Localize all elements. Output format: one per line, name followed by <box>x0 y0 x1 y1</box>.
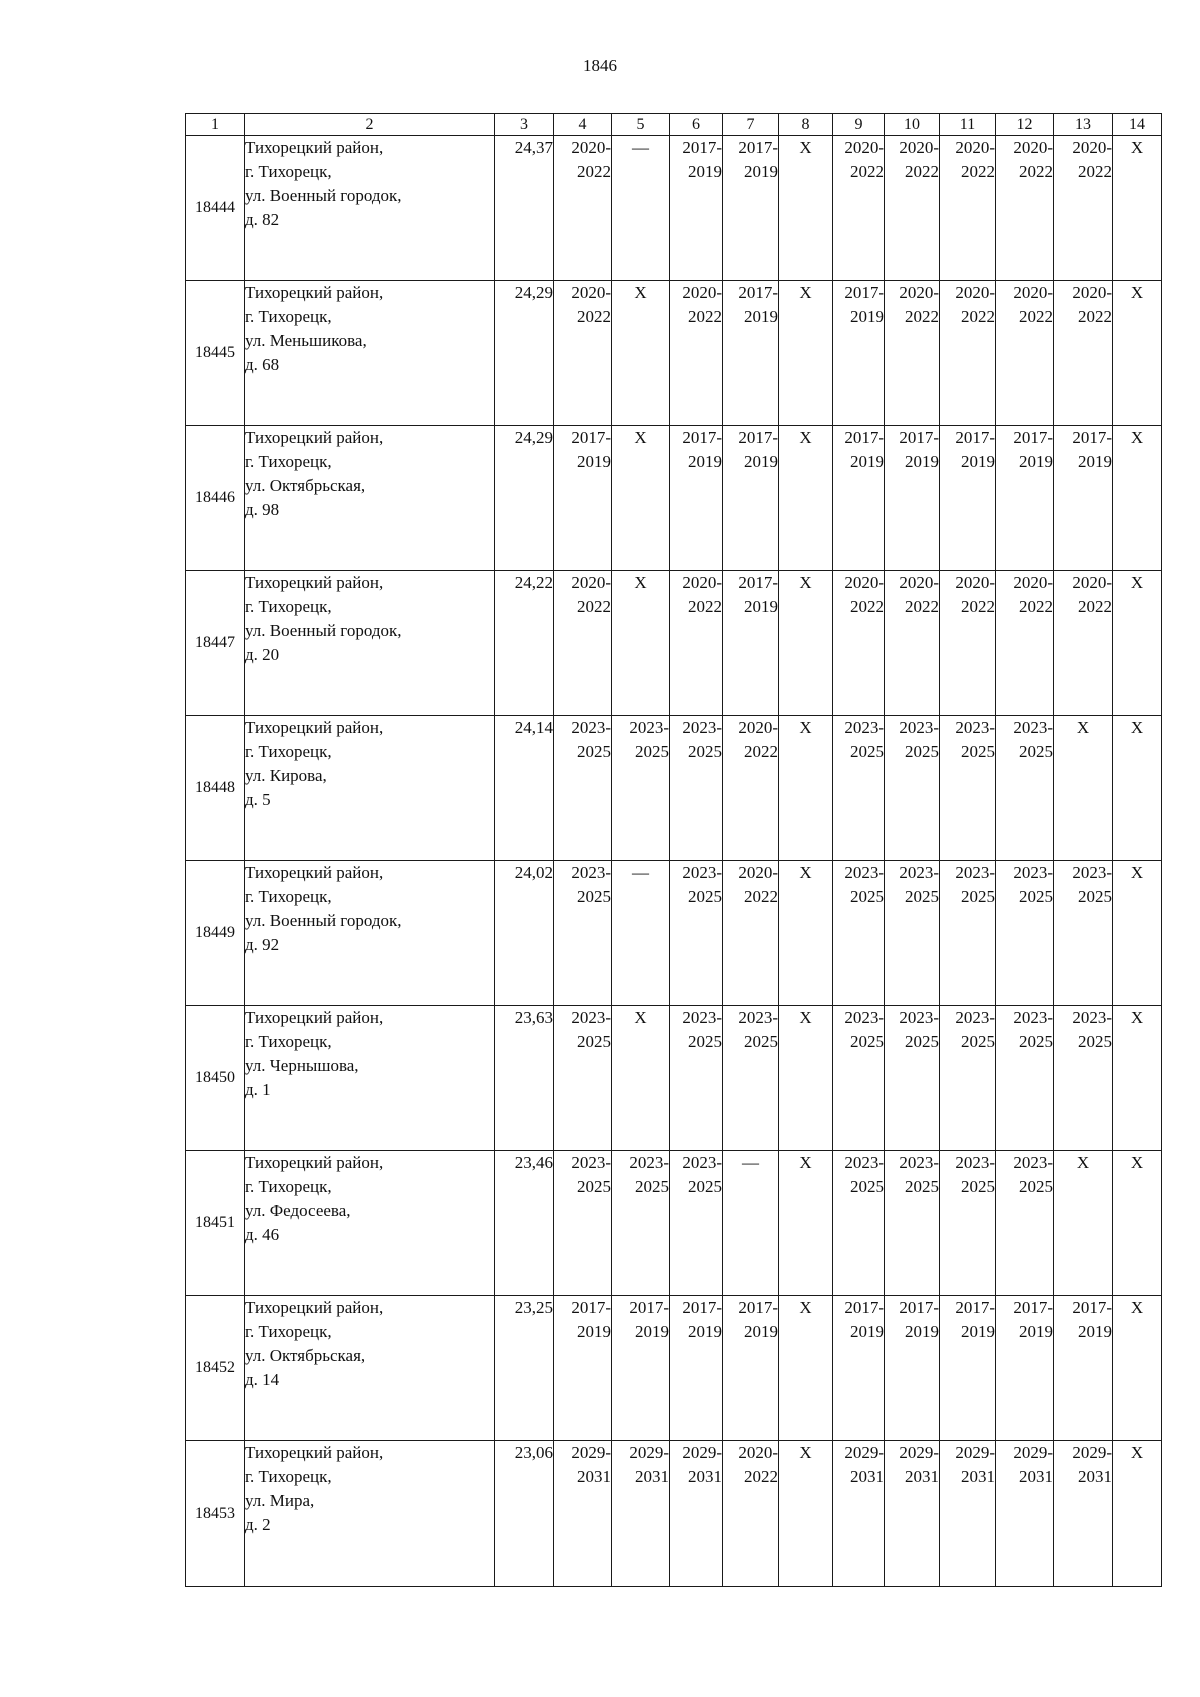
address-line: ул. Военный городок, <box>245 186 402 205</box>
record-number: 18452 <box>186 1296 245 1441</box>
period-cell: 2023- 2025 <box>612 716 670 861</box>
period-cell: 2020- 2022 <box>554 281 612 426</box>
period-cell: 2017- 2019 <box>723 426 779 571</box>
address-line: Тихорецкий район, <box>245 1443 384 1462</box>
period-cell: 2023- 2025 <box>612 1151 670 1296</box>
address-cell <box>245 426 495 571</box>
period-cell: 2017- 2019 <box>670 426 723 571</box>
address-cell <box>245 1006 495 1151</box>
column-header: 5 <box>612 114 670 136</box>
address-line: ул. Федосеева, <box>245 1201 351 1220</box>
period-cell: X <box>779 861 833 1006</box>
period-cell: X <box>779 571 833 716</box>
period-cell: 2017- 2019 <box>612 1296 670 1441</box>
address-line: Тихорецкий район, <box>245 138 384 157</box>
period-cell: 2020- 2022 <box>940 281 996 426</box>
address-line: г. Тихорецк, <box>245 1467 332 1486</box>
table-row <box>186 1151 1162 1296</box>
period-cell: 2020- 2022 <box>996 281 1054 426</box>
period-cell: 2023- 2025 <box>885 716 940 861</box>
period-cell: X <box>1113 716 1162 861</box>
address-line: г. Тихорецк, <box>245 742 332 761</box>
column-header: 1 <box>186 114 245 136</box>
area-cell: 23,46 <box>495 1151 554 1296</box>
period-cell: X <box>1113 861 1162 1006</box>
period-cell: 2020- 2022 <box>723 1441 779 1587</box>
period-cell: 2023- 2025 <box>833 861 885 1006</box>
period-cell: 2017- 2019 <box>833 1296 885 1441</box>
period-cell: — <box>612 861 670 1006</box>
period-cell: 2023- 2025 <box>554 861 612 1006</box>
period-cell: 2023- 2025 <box>670 1006 723 1151</box>
address-cell <box>245 136 495 281</box>
address-line: ул. Октябрьская, <box>245 1346 366 1365</box>
area-cell: 23,25 <box>495 1296 554 1441</box>
area-cell: 24,22 <box>495 571 554 716</box>
period-cell: X <box>1113 1441 1162 1587</box>
address-line: Тихорецкий район, <box>245 283 384 302</box>
address-line: Тихорецкий район, <box>245 863 384 882</box>
period-cell: X <box>779 426 833 571</box>
period-cell: 2029- 2031 <box>670 1441 723 1587</box>
period-cell: 2023- 2025 <box>833 1006 885 1151</box>
period-cell: X <box>779 136 833 281</box>
period-cell: 2017- 2019 <box>940 426 996 571</box>
address-cell <box>245 281 495 426</box>
address-cell <box>245 571 495 716</box>
address-line: ул. Военный городок, <box>245 621 402 640</box>
column-header: 13 <box>1054 114 1113 136</box>
period-cell: X <box>1113 571 1162 716</box>
address-line: г. Тихорецк, <box>245 1032 332 1051</box>
period-cell: 2020- 2022 <box>554 571 612 716</box>
record-number: 18450 <box>186 1006 245 1151</box>
table-row <box>186 1296 1162 1441</box>
area-cell: 24,02 <box>495 861 554 1006</box>
period-cell: X <box>779 1006 833 1151</box>
address-line: ул. Октябрьская, <box>245 476 366 495</box>
address-line: д. 98 <box>245 500 280 519</box>
record-number: 18451 <box>186 1151 245 1296</box>
column-header: 14 <box>1113 114 1162 136</box>
period-cell: X <box>612 571 670 716</box>
period-cell: 2023- 2025 <box>940 1006 996 1151</box>
period-cell: 2017- 2019 <box>833 281 885 426</box>
record-number: 18449 <box>186 861 245 1006</box>
column-header: 9 <box>833 114 885 136</box>
address-line: г. Тихорецк, <box>245 597 332 616</box>
period-cell: 2020- 2022 <box>1054 281 1113 426</box>
column-header: 11 <box>940 114 996 136</box>
period-cell: X <box>779 281 833 426</box>
period-cell: 2017- 2019 <box>1054 426 1113 571</box>
period-cell: 2020- 2022 <box>885 281 940 426</box>
period-cell: 2023- 2025 <box>833 716 885 861</box>
address-line: д. 68 <box>245 355 280 374</box>
address-cell <box>245 1151 495 1296</box>
address-line: г. Тихорецк, <box>245 162 332 181</box>
period-cell: 2020- 2022 <box>723 861 779 1006</box>
period-cell: X <box>779 1296 833 1441</box>
period-cell: X <box>1113 136 1162 281</box>
record-number: 18444 <box>186 136 245 281</box>
period-cell: 2029- 2031 <box>833 1441 885 1587</box>
period-cell: X <box>1054 716 1113 861</box>
period-cell: X <box>779 716 833 861</box>
address-line: Тихорецкий район, <box>245 718 384 737</box>
period-cell: 2017- 2019 <box>554 1296 612 1441</box>
period-cell: 2023- 2025 <box>996 1006 1054 1151</box>
period-cell: 2029- 2031 <box>1054 1441 1113 1587</box>
period-cell: 2023- 2025 <box>940 716 996 861</box>
area-cell: 24,37 <box>495 136 554 281</box>
address-line: д. 14 <box>245 1370 280 1389</box>
area-cell: 24,29 <box>495 426 554 571</box>
period-cell: 2023- 2025 <box>996 861 1054 1006</box>
address-line: ул. Кирова, <box>245 766 327 785</box>
period-cell: 2020- 2022 <box>1054 136 1113 281</box>
address-line: ул. Меньшикова, <box>245 331 367 350</box>
address-line: г. Тихорецк, <box>245 887 332 906</box>
address-cell <box>245 716 495 861</box>
column-header: 3 <box>495 114 554 136</box>
period-cell: 2020- 2022 <box>996 136 1054 281</box>
period-cell: 2017- 2019 <box>723 1296 779 1441</box>
address-cell <box>245 861 495 1006</box>
period-cell: 2017- 2019 <box>723 136 779 281</box>
period-cell: 2017- 2019 <box>723 571 779 716</box>
address-line: Тихорецкий район, <box>245 1008 384 1027</box>
address-line: г. Тихорецк, <box>245 1177 332 1196</box>
period-cell: 2023- 2025 <box>885 1151 940 1296</box>
area-cell: 24,29 <box>495 281 554 426</box>
address-line: Тихорецкий район, <box>245 1153 384 1172</box>
table-row <box>186 861 1162 1006</box>
period-cell: 2020- 2022 <box>885 571 940 716</box>
period-cell: — <box>612 136 670 281</box>
period-cell: 2017- 2019 <box>554 426 612 571</box>
address-line: Тихорецкий район, <box>245 1298 384 1317</box>
period-cell: 2029- 2031 <box>996 1441 1054 1587</box>
period-cell: 2023- 2025 <box>996 1151 1054 1296</box>
period-cell: X <box>779 1441 833 1587</box>
table-row <box>186 281 1162 426</box>
period-cell: 2017- 2019 <box>670 1296 723 1441</box>
record-number: 18448 <box>186 716 245 861</box>
period-cell: 2023- 2025 <box>885 861 940 1006</box>
table-row <box>186 426 1162 571</box>
period-cell: 2029- 2031 <box>612 1441 670 1587</box>
period-cell: X <box>612 281 670 426</box>
address-line: д. 1 <box>245 1080 271 1099</box>
period-cell: 2020- 2022 <box>996 571 1054 716</box>
page-number: 1846 <box>583 56 617 75</box>
period-cell: X <box>779 1151 833 1296</box>
period-cell: 2023- 2025 <box>885 1006 940 1151</box>
address-line: д. 82 <box>245 210 280 229</box>
period-cell: 2023- 2025 <box>833 1151 885 1296</box>
period-cell: 2029- 2031 <box>885 1441 940 1587</box>
period-cell: X <box>1113 1151 1162 1296</box>
period-cell: 2020- 2022 <box>885 136 940 281</box>
column-header: 4 <box>554 114 612 136</box>
address-line: д. 5 <box>245 790 271 809</box>
address-line: Тихорецкий район, <box>245 573 384 592</box>
address-line: ул. Мира, <box>245 1491 315 1510</box>
column-header: 2 <box>245 114 495 136</box>
column-header: 10 <box>885 114 940 136</box>
period-cell: 2023- 2025 <box>1054 861 1113 1006</box>
address-line: г. Тихорецк, <box>245 452 332 471</box>
period-cell: 2017- 2019 <box>833 426 885 571</box>
period-cell: 2023- 2025 <box>554 1151 612 1296</box>
period-cell: 2020- 2022 <box>940 571 996 716</box>
period-cell: 2020- 2022 <box>670 281 723 426</box>
period-cell: 2029- 2031 <box>940 1441 996 1587</box>
period-cell: X <box>1113 1296 1162 1441</box>
address-line: ул. Военный городок, <box>245 911 402 930</box>
area-cell: 24,14 <box>495 716 554 861</box>
period-cell: X <box>1113 281 1162 426</box>
table-row <box>186 136 1162 281</box>
address-line: г. Тихорецк, <box>245 1322 332 1341</box>
period-cell: 2023- 2025 <box>940 861 996 1006</box>
period-cell: 2023- 2025 <box>554 1006 612 1151</box>
period-cell: X <box>612 426 670 571</box>
table-row <box>186 1441 1162 1587</box>
period-cell: 2020- 2022 <box>1054 571 1113 716</box>
record-number: 18447 <box>186 571 245 716</box>
record-number: 18445 <box>186 281 245 426</box>
period-cell: 2020- 2022 <box>723 716 779 861</box>
column-header: 12 <box>996 114 1054 136</box>
address-cell <box>245 1296 495 1441</box>
record-number: 18453 <box>186 1441 245 1587</box>
period-cell: 2020- 2022 <box>833 571 885 716</box>
address-line: д. 20 <box>245 645 280 664</box>
period-cell: 2017- 2019 <box>996 426 1054 571</box>
address-line: д. 92 <box>245 935 280 954</box>
period-cell: 2020- 2022 <box>833 136 885 281</box>
period-cell: 2020- 2022 <box>940 136 996 281</box>
record-number: 18446 <box>186 426 245 571</box>
period-cell: 2023- 2025 <box>554 716 612 861</box>
period-cell: 2023- 2025 <box>996 716 1054 861</box>
period-cell: 2017- 2019 <box>670 136 723 281</box>
address-line: ул. Чернышова, <box>245 1056 359 1075</box>
table-row <box>186 1006 1162 1151</box>
period-cell: 2017- 2019 <box>885 1296 940 1441</box>
table-row <box>186 716 1162 861</box>
period-cell: X <box>1054 1151 1113 1296</box>
register-table <box>185 113 1162 1587</box>
address-line: д. 46 <box>245 1225 280 1244</box>
period-cell: 2023- 2025 <box>670 1151 723 1296</box>
period-cell: X <box>1113 1006 1162 1151</box>
period-cell: 2029- 2031 <box>554 1441 612 1587</box>
address-line: д. 2 <box>245 1515 271 1534</box>
period-cell: 2017- 2019 <box>723 281 779 426</box>
period-cell: 2023- 2025 <box>940 1151 996 1296</box>
column-header: 8 <box>779 114 833 136</box>
period-cell: 2017- 2019 <box>940 1296 996 1441</box>
address-line: г. Тихорецк, <box>245 307 332 326</box>
period-cell: 2023- 2025 <box>670 861 723 1006</box>
period-cell: 2023- 2025 <box>723 1006 779 1151</box>
area-cell: 23,63 <box>495 1006 554 1151</box>
period-cell: 2023- 2025 <box>670 716 723 861</box>
column-header: 7 <box>723 114 779 136</box>
period-cell: 2017- 2019 <box>1054 1296 1113 1441</box>
address-line: Тихорецкий район, <box>245 428 384 447</box>
period-cell: 2023- 2025 <box>1054 1006 1113 1151</box>
period-cell: X <box>612 1006 670 1151</box>
period-cell: — <box>723 1151 779 1296</box>
address-cell <box>245 1441 495 1587</box>
period-cell: 2017- 2019 <box>885 426 940 571</box>
period-cell: 2020- 2022 <box>670 571 723 716</box>
table-row <box>186 571 1162 716</box>
period-cell: 2017- 2019 <box>996 1296 1054 1441</box>
period-cell: X <box>1113 426 1162 571</box>
header-row <box>186 114 1162 136</box>
column-header: 6 <box>670 114 723 136</box>
period-cell: 2020- 2022 <box>554 136 612 281</box>
area-cell: 23,06 <box>495 1441 554 1587</box>
